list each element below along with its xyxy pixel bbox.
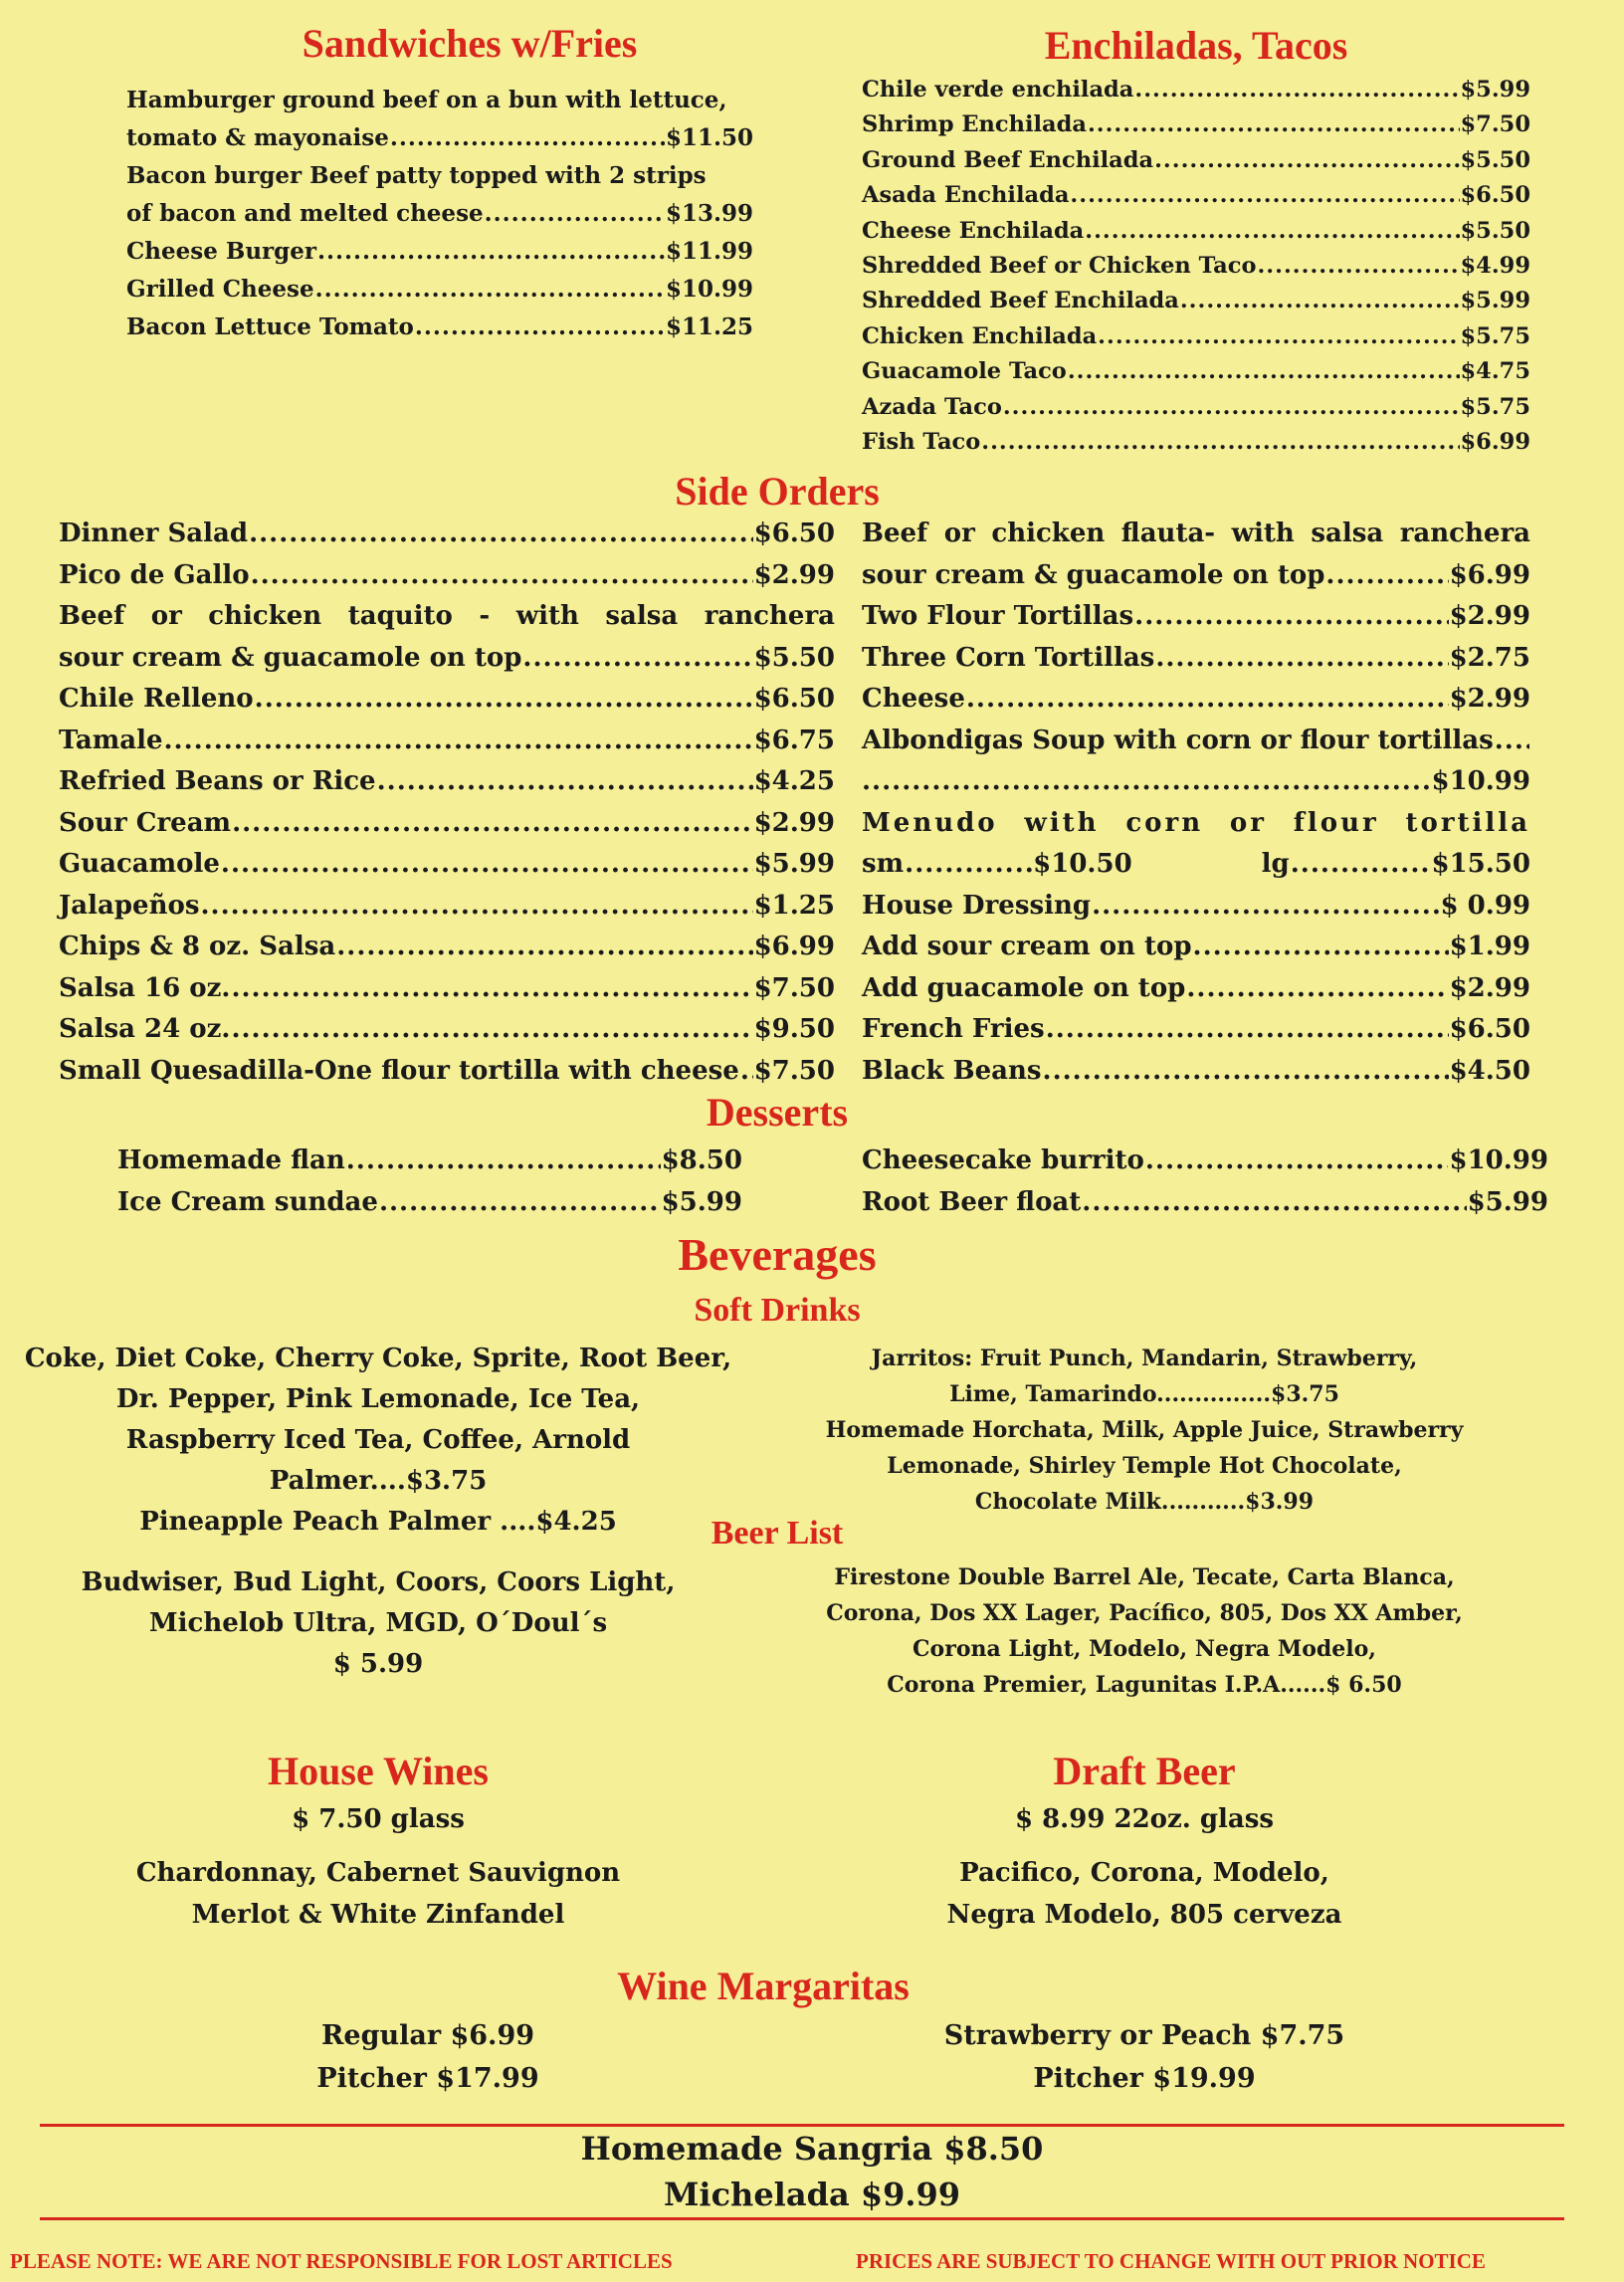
draft-beer-block <box>896 1798 1393 1936</box>
desserts-right <box>862 1141 1548 1223</box>
text-line: Lemonade, Shirley Temple Hot Chocolate, <box>887 1453 1402 1479</box>
item-name: Three Corn Tortillas <box>862 642 1155 673</box>
desserts-title: Desserts <box>706 1090 849 1135</box>
item-name: Bacon burger Beef patty topped with 2 strips <box>126 162 707 189</box>
size-label: lg <box>1261 849 1290 879</box>
item-name: Add guacamole on top <box>862 972 1186 1003</box>
item-price: $4.75 <box>1460 358 1530 385</box>
enchiladas-list <box>862 73 1530 460</box>
item-name: Albondigas Soup with corn or flour tortillas <box>862 725 1494 755</box>
item-price: $5.99 <box>661 1186 742 1217</box>
item-price: $2.75 <box>1449 642 1530 673</box>
text-line: Homemade Horchata, Milk, Apple Juice, Strawberry <box>825 1417 1464 1443</box>
item-price: $5.99 <box>753 849 835 879</box>
item-name: Azada Taco <box>862 393 1002 420</box>
sandwiches-title: Sandwiches w/Fries <box>302 21 638 66</box>
item-price: $2.99 <box>753 807 835 838</box>
menu-item <box>862 1009 1530 1051</box>
item-price: $5.75 <box>1460 393 1530 420</box>
desserts-left <box>117 1141 742 1223</box>
menu-item <box>862 886 1530 928</box>
menu-item-albondigas-cont <box>862 761 1530 803</box>
item-price: $5.50 <box>1460 146 1530 173</box>
item-name: Black Beans <box>862 1055 1042 1086</box>
item-price: $13.99 <box>665 200 753 227</box>
text-line: Jarritos: Fruit Punch, Mandarin, Strawberry, <box>871 1346 1418 1371</box>
item-name: Cheese Burger <box>126 238 316 265</box>
michelada-line: Michelada $9.99 <box>663 2176 961 2213</box>
text-line: Pitcher $19.99 <box>1033 2063 1256 2094</box>
item-name: Two Flour Tortillas <box>862 601 1134 631</box>
menu-item <box>59 968 835 1010</box>
item-name: Small Quesadilla-One flour tortilla with cheese <box>59 1055 739 1086</box>
menu-item-hamburger <box>126 82 753 119</box>
side-orders-right <box>862 514 1530 1092</box>
item-price: $4.25 <box>753 766 835 796</box>
item-price: $7.50 <box>753 972 835 1003</box>
item-name: Root Beer float <box>862 1186 1082 1217</box>
footer-note-left: PLEASE NOTE: WE ARE NOT RESPONSIBLE FOR LOST ARTICLES <box>10 2249 673 2273</box>
item-name: of bacon and melted cheese <box>126 200 484 227</box>
item-name: Salsa 16 oz. <box>59 972 231 1003</box>
item-name: Add sour cream on top <box>862 932 1192 961</box>
text-line: Michelob Ultra, MGD, O´Doul´s <box>148 1608 608 1638</box>
text-line: Negra Modelo, 805 cerveza <box>946 1900 1342 1930</box>
item-price: $10.99 <box>665 276 753 303</box>
item-name: Cheesecake burrito <box>862 1145 1144 1175</box>
beer-list-left <box>50 1562 707 1685</box>
item-name: Fish Taco <box>862 429 981 456</box>
text-line: Corona Light, Modelo, Negra Modelo, <box>913 1636 1376 1662</box>
item-price: $4.50 <box>1449 1055 1530 1086</box>
text-line: Regular $6.99 <box>320 2020 535 2051</box>
menu-item <box>862 178 1530 213</box>
menu-item-taquito-cont <box>59 638 835 680</box>
menu-item <box>59 1009 835 1051</box>
menu-item <box>59 1051 835 1093</box>
item-name: Tamale <box>59 725 163 755</box>
item-name: Guacamole Taco <box>862 358 1067 385</box>
sangria-line: Homemade Sangria $8.50 <box>580 2130 1044 2168</box>
item-price: $2.99 <box>1449 684 1530 714</box>
menu-item <box>862 319 1530 354</box>
menu-item <box>862 638 1530 680</box>
menu-item <box>59 803 835 845</box>
menu-item <box>117 1182 742 1224</box>
text-line: Firestone Double Barrel Ale, Tecate, Carta Blanca, <box>834 1564 1455 1590</box>
text-line: Chocolate Milk...........$3.99 <box>974 1489 1315 1515</box>
item-price: $9.50 <box>753 1014 835 1044</box>
menu-item <box>862 143 1530 178</box>
text-line: Merlot & White Zinfandel <box>191 1900 565 1930</box>
menu-item <box>862 425 1530 460</box>
draft-beer-title: Draft Beer <box>1053 1749 1236 1793</box>
enchiladas-title: Enchiladas, Tacos <box>1044 23 1348 68</box>
item-price: $11.99 <box>665 238 753 265</box>
menu-item <box>59 927 835 968</box>
menu-item <box>59 761 835 803</box>
text-line: Chardonnay, Cabernet Sauvignon <box>135 1858 621 1888</box>
item-name: Ice Cream sundae <box>117 1186 378 1217</box>
menu-item <box>862 968 1530 1010</box>
item-name: Ground Beef Enchilada <box>862 146 1154 173</box>
soft-drinks-title: Soft Drinks <box>694 1292 861 1329</box>
item-name: Cheese <box>862 684 965 714</box>
house-wines-title: House Wines <box>268 1749 489 1793</box>
text-line: Budwiser, Bud Light, Coors, Coors Light, <box>81 1567 676 1597</box>
item-price: $5.99 <box>1460 77 1530 103</box>
wine-margaritas-title: Wine Margaritas <box>617 1964 910 2008</box>
beer-list-right <box>796 1559 1493 1703</box>
wine-price: $ 7.50 glass <box>292 1804 465 1834</box>
item-price: $11.25 <box>665 313 753 340</box>
menu-item <box>862 107 1530 142</box>
menu-item <box>117 1141 742 1182</box>
menu-item-cheese-burger <box>126 233 753 271</box>
item-name: Homemade flan <box>117 1145 345 1175</box>
item-name: Pico de Gallo <box>59 559 250 590</box>
text-line: $ 5.99 <box>332 1649 424 1679</box>
margaritas-left <box>279 2014 577 2100</box>
menu-item-menudo-sizes <box>862 844 1530 886</box>
side-orders-left <box>59 514 835 1092</box>
menu-item <box>862 596 1530 638</box>
size-label: sm <box>862 849 905 879</box>
item-name: sour cream & guacamole on top <box>862 559 1325 590</box>
item-price: $1.25 <box>753 890 835 921</box>
item-price: $4.99 <box>1460 253 1530 280</box>
item-name: French Fries <box>862 1014 1045 1044</box>
item-name: Beef or chicken taquito - with salsa ranchera <box>59 601 835 631</box>
text-line: Coke, Diet Coke, Cherry Coke, Sprite, Root Beer, <box>24 1344 732 1373</box>
menu-item <box>862 927 1530 968</box>
item-price: $10.99 <box>1431 766 1530 796</box>
menu-item-bacon-burger <box>126 157 753 195</box>
item-price: $6.50 <box>1449 1014 1530 1044</box>
item-name: Shredded Beef or Chicken Taco <box>862 253 1257 280</box>
item-price: $6.50 <box>1460 182 1530 209</box>
soft-drinks-left <box>20 1339 736 1543</box>
item-name: Shredded Beef Enchilada <box>862 288 1179 314</box>
item-price: $5.50 <box>753 642 835 673</box>
text-line: Pitcher $17.99 <box>316 2063 539 2094</box>
text-line: Raspberry Iced Tea, Coffee, Arnold Palmer....$3.75 <box>125 1425 631 1496</box>
footer-note-right: PRICES ARE SUBJECT TO CHANGE WITH OUT PRIOR NOTICE <box>856 2249 1486 2273</box>
menu-item <box>59 555 835 597</box>
side-orders-title: Side Orders <box>675 469 880 514</box>
margaritas-right <box>935 2014 1353 2100</box>
menu-item-hamburger-cont <box>126 119 753 157</box>
item-name: Salsa 24 oz. <box>59 1014 231 1044</box>
menu-item <box>862 249 1530 284</box>
item-price: $10.99 <box>1449 1145 1548 1175</box>
menu-item <box>862 679 1530 721</box>
sangria-block <box>0 2126 1624 2217</box>
menu-item-menudo <box>862 803 1530 845</box>
item-name: Cheese Enchilada <box>862 217 1085 244</box>
menu-item <box>862 354 1530 389</box>
item-name: Menudo with corn or flour tortilla <box>862 807 1530 838</box>
item-name: tomato & mayonaise <box>126 124 389 151</box>
sandwiches-list <box>126 82 753 346</box>
item-price: $5.99 <box>1467 1186 1548 1217</box>
item-price: $2.99 <box>1449 601 1530 631</box>
menu-item-albondigas <box>862 721 1530 762</box>
item-price: $2.99 <box>1449 972 1530 1003</box>
item-price: $11.50 <box>665 124 753 151</box>
menu-item <box>59 886 835 928</box>
item-price: $5.50 <box>1460 217 1530 244</box>
text-line: Pineapple Peach Palmer ....$4.25 <box>139 1507 617 1537</box>
item-name: Shrimp Enchilada <box>862 111 1087 138</box>
menu-item <box>862 1051 1530 1093</box>
menu-item <box>59 679 835 721</box>
item-name: Chile verde enchilada <box>862 77 1134 103</box>
item-name: Chile Relleno <box>59 684 254 714</box>
menu-item <box>862 214 1530 249</box>
item-name: Bacon Lettuce Tomato <box>126 313 414 340</box>
menu-item <box>59 514 835 555</box>
item-price: $6.50 <box>753 519 835 548</box>
item-price: $1.99 <box>1449 932 1530 961</box>
text-line: Lime, Tamarindo...............$3.75 <box>949 1381 1339 1407</box>
menu-item-blt <box>126 309 753 346</box>
menu-item <box>59 844 835 886</box>
item-price: $5.75 <box>1460 322 1530 349</box>
text-line: Corona Premier, Lagunitas I.P.A......$ 6.50 <box>887 1672 1402 1698</box>
item-name: Chicken Enchilada <box>862 322 1098 349</box>
item-name: Beef or chicken flauta- with salsa ranchera <box>862 519 1530 548</box>
draft-price: $ 8.99 22oz. glass <box>1014 1804 1275 1834</box>
house-wines-block <box>90 1798 667 1936</box>
divider-bottom <box>40 2217 1564 2220</box>
menu-item-taquito <box>59 596 835 638</box>
item-price: $6.99 <box>1460 429 1530 456</box>
beverages-title: Beverages <box>678 1229 877 1280</box>
item-price: $6.99 <box>753 932 835 961</box>
menu-item <box>862 284 1530 318</box>
item-price: $15.50 <box>1431 849 1530 879</box>
item-price: $6.50 <box>753 684 835 714</box>
item-price: $6.99 <box>1449 559 1530 590</box>
menu-item <box>59 721 835 762</box>
item-price: $2.99 <box>753 559 835 590</box>
item-price: $10.50 <box>1033 849 1132 879</box>
item-name: House Dressing <box>862 890 1092 921</box>
item-name: Guacamole <box>59 849 220 879</box>
item-name: Jalapeños <box>59 890 200 921</box>
item-name: Grilled Cheese <box>126 276 314 303</box>
text-line: Corona, Dos XX Lager, Pacífico, 805, Dos XX Amber, <box>826 1600 1463 1626</box>
item-name: Asada Enchilada <box>862 182 1070 209</box>
item-price: $8.50 <box>661 1145 742 1175</box>
item-price: $6.75 <box>753 725 835 755</box>
menu-item-bacon-burger-cont <box>126 195 753 233</box>
menu-item-grilled-cheese <box>126 271 753 309</box>
item-price: $ 0.99 <box>1440 890 1530 921</box>
item-name: sour cream & guacamole on top <box>59 642 522 673</box>
soft-drinks-right <box>796 1341 1493 1520</box>
menu-item <box>862 73 1530 107</box>
menu-item-flauta <box>862 514 1530 555</box>
item-price: $5.99 <box>1460 288 1530 314</box>
item-name: Chips & 8 oz. Salsa <box>59 932 336 961</box>
item-name: Dinner Salad <box>59 519 249 548</box>
menu-item <box>862 390 1530 425</box>
item-name: Sour Cream <box>59 807 232 838</box>
menu-item <box>862 1141 1548 1182</box>
menu-item <box>862 1182 1548 1224</box>
beer-list-title: Beer List <box>710 1515 844 1552</box>
item-price: $7.50 <box>753 1055 835 1086</box>
text-line: Dr. Pepper, Pink Lemonade, Ice Tea, <box>115 1384 641 1414</box>
text-line: Pacifico, Corona, Modelo, <box>959 1858 1329 1888</box>
item-price: $7.50 <box>1460 111 1530 138</box>
item-name: Refried Beans or Rice <box>59 766 376 796</box>
item-name: Hamburger ground beef on a bun with lettuce, <box>126 87 727 113</box>
menu-item-flauta-cont <box>862 555 1530 597</box>
text-line: Strawberry or Peach $7.75 <box>943 2020 1345 2051</box>
